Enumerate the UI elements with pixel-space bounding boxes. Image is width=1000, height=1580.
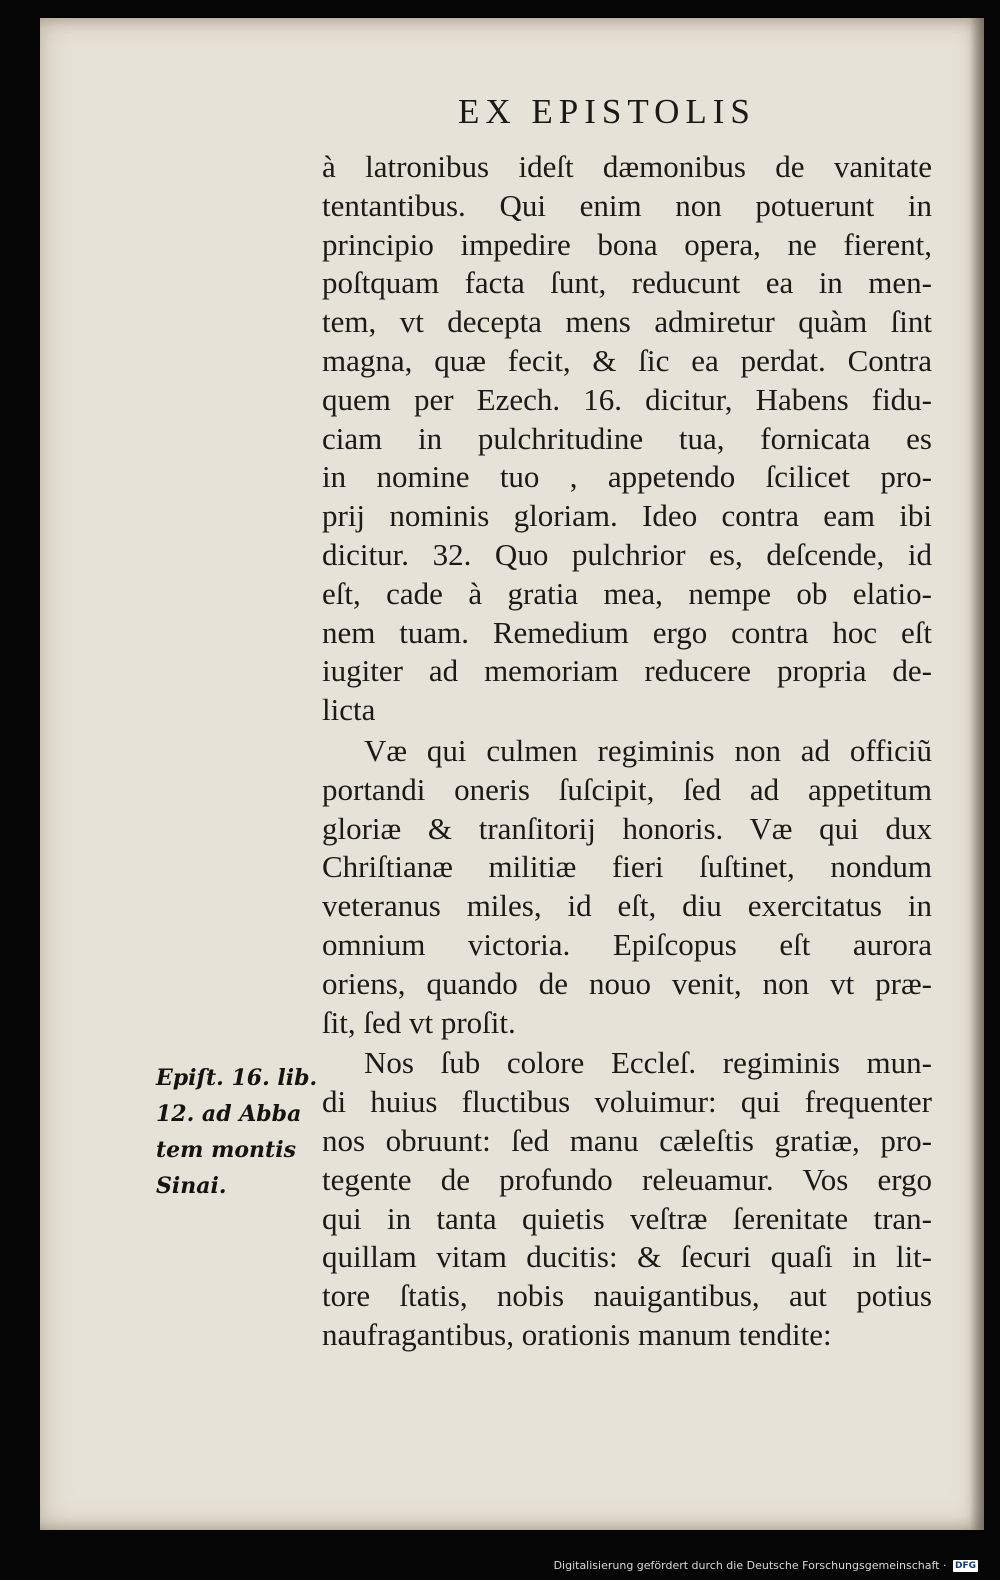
text-line: qui in tanta quietis veſtræ ſerenitate tran-	[322, 1200, 932, 1236]
text-line: nem tuam. Remedium ergo contra hoc eſt	[322, 614, 932, 650]
text-line: Væ qui culmen regiminis non ad officiũ	[364, 732, 932, 768]
dfg-logo: DFG	[954, 1561, 976, 1571]
text-line: omnium victoria. Epiſcopus eſt aurora	[322, 926, 932, 962]
text-line: prij nominis gloriam. Ideo contra eam ibi	[322, 498, 932, 534]
text-line: portandi oneris ſuſcipit, ſed ad appetitum	[322, 771, 932, 807]
text-line: tentantibus. Qui enim non potuerunt in	[322, 187, 932, 223]
text-line: oriens, quando de nouo venit, non vt præ-	[322, 965, 932, 1001]
text-line: iugiter ad memoriam reducere propria de-	[322, 653, 932, 689]
credit-text: Digitalisierung gefördert durch die Deutsche Forschungsgemeinschaft ·	[553, 1559, 947, 1572]
main-text	[322, 148, 932, 1355]
text-line: tore ſtatis, nobis nauigantibus, aut potius	[322, 1278, 932, 1314]
paragraph-1	[322, 148, 932, 730]
text-line: eſt, cade à gratia mea, nempe ob elatio-	[322, 575, 932, 611]
running-head: EX EPISTOLIS	[458, 92, 756, 131]
marginal-note-line: Epiſt. 16. lib.	[156, 1065, 318, 1091]
text-line: Nos ſub colore Eccleſ. regiminis mun-	[364, 1045, 932, 1081]
text-line: licta	[322, 692, 376, 728]
text-line: Chriſtianæ militiæ fieri ſuſtinet, nondum	[322, 849, 932, 885]
text-line: di huius fluctibus voluimur: qui frequenter	[322, 1084, 932, 1120]
marginal-note	[156, 1060, 326, 1204]
text-line: magna, quæ fecit, & ſic ea perdat. Contra	[322, 342, 932, 378]
text-line: veteranus miles, id eſt, diu exercitatus in	[322, 888, 932, 924]
marginal-note-line: Sinai.	[156, 1173, 227, 1199]
text-line: naufragantibus, orationis manum tendite:	[322, 1316, 832, 1352]
book-page	[40, 18, 984, 1530]
marginal-note-line: 12. ad Abba	[156, 1101, 302, 1127]
text-line: à latronibus ideſt dæmonibus de vanitate	[322, 149, 932, 184]
text-line: tem, vt decepta mens admiretur quàm ſint	[322, 304, 932, 340]
text-line: dicitur. 32. Quo pulchrior es, deſcende, id	[322, 536, 932, 572]
text-line: ciam in pulchritudine tua, fornicata es	[322, 420, 932, 456]
text-line: tegente de profundo releuamur. Vos ergo	[322, 1161, 932, 1197]
text-line: ſit, ſed vt proſit.	[322, 1004, 516, 1040]
paragraph-3	[322, 1044, 932, 1354]
text-line: nos obruunt: ſed manu cæleſtis gratiæ, pro-	[322, 1122, 932, 1158]
text-line: quillam vitam ducitis: & ſecuri quaſi in lit-	[322, 1239, 932, 1275]
paragraph-2	[322, 732, 932, 1042]
text-line: gloriæ & tranſitorij honoris. Væ qui dux	[322, 810, 932, 846]
text-line: poſtquam facta ſunt, reducunt ea in men-	[322, 265, 932, 301]
text-line: quem per Ezech. 16. dicitur, Habens fidu-	[322, 381, 932, 417]
marginal-note-line: tem montis	[156, 1137, 296, 1163]
text-line: in nomine tuo , appetendo ſcilicet pro-	[322, 459, 932, 495]
digitization-credit	[554, 1559, 978, 1572]
text-line: principio impedire bona opera, ne fierent,	[322, 226, 932, 262]
